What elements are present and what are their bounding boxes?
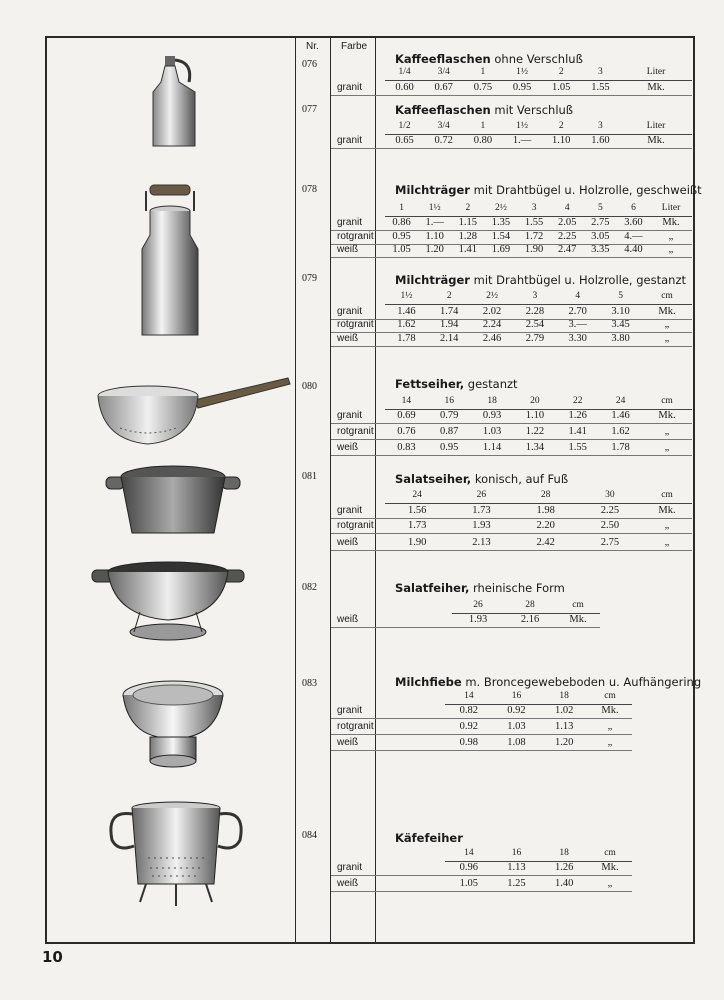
fat-strainer-icon xyxy=(90,372,292,448)
column-divider-farbe xyxy=(330,36,331,944)
size-label: 4 xyxy=(575,291,581,301)
price-value: Mk. xyxy=(658,505,676,516)
price-value: 1.40 xyxy=(554,878,574,889)
price-value: 0.95 xyxy=(440,442,459,453)
price-value: 0.60 xyxy=(395,82,414,93)
size-label: 14 xyxy=(401,396,412,406)
size-label: 2 xyxy=(558,67,564,77)
size-label: 1½ xyxy=(428,203,441,213)
price-value: 0.69 xyxy=(397,410,416,421)
size-label: 14 xyxy=(464,848,474,858)
color-label: weiß xyxy=(337,333,359,344)
price-value: 2.47 xyxy=(558,244,577,255)
price-value: 3.05 xyxy=(591,231,610,242)
size-label: 30 xyxy=(605,490,615,500)
item-description: mit Drahtbügel u. Holzrolle, geschweißt xyxy=(469,183,702,197)
price-value: 2.02 xyxy=(482,306,502,317)
price-value: 0.93 xyxy=(482,410,502,421)
price-value: 0.92 xyxy=(459,721,479,732)
price-value: 2.13 xyxy=(472,537,491,548)
price-value: 1.13 xyxy=(554,721,574,732)
price-value: 1.46 xyxy=(397,306,416,317)
color-label: rotgranit xyxy=(337,231,374,242)
price-value: 1.98 xyxy=(536,505,555,516)
size-label: 28 xyxy=(525,600,535,610)
size-label: 4 xyxy=(564,203,570,213)
item-title xyxy=(395,472,568,486)
price-row-line xyxy=(445,891,632,892)
price-row-line xyxy=(445,875,632,876)
price-value: 1.62 xyxy=(397,319,416,330)
price-value: 0.82 xyxy=(459,705,479,716)
price-value: Mk. xyxy=(658,306,676,317)
price-value: „ xyxy=(664,520,670,531)
item-name: Milchträger xyxy=(395,273,470,287)
price-value: 1.10 xyxy=(552,135,571,146)
header-farbe: Farbe xyxy=(341,41,368,52)
price-value: 2.16 xyxy=(520,614,540,625)
price-value: 1.20 xyxy=(425,244,444,255)
price-value: „ xyxy=(607,721,613,732)
size-label: 1 xyxy=(480,121,486,131)
size-label: cm xyxy=(661,291,673,301)
price-value: 1.10 xyxy=(525,410,545,421)
item-number: 082 xyxy=(302,582,317,593)
color-row-line xyxy=(331,455,385,456)
item-title xyxy=(395,52,583,66)
item-description: ohne Verschluß xyxy=(490,52,583,66)
price-value: 1.78 xyxy=(397,333,416,344)
price-value: 4.40 xyxy=(624,244,643,255)
price-value: 1.03 xyxy=(507,721,526,732)
price-value: Mk. xyxy=(569,614,587,625)
salad-strainer-rhenish-icon xyxy=(90,560,246,642)
price-value: 0.86 xyxy=(392,217,411,228)
size-label: 3 xyxy=(531,203,537,213)
color-row-line xyxy=(331,627,452,628)
item-title xyxy=(395,377,518,391)
price-value: 2.50 xyxy=(600,520,620,531)
price-value: 0.98 xyxy=(459,737,479,748)
price-row-line xyxy=(385,455,692,456)
price-value: 4.— xyxy=(624,231,643,242)
size-label: cm xyxy=(661,490,673,500)
color-row-line xyxy=(331,346,385,347)
color-label: granit xyxy=(337,135,363,146)
price-value: „ xyxy=(664,333,670,344)
price-value: 0.87 xyxy=(440,426,459,437)
price-row-line xyxy=(445,734,632,735)
price-value: 1.35 xyxy=(491,217,511,228)
price-value: 0.96 xyxy=(459,862,479,873)
price-value: 1.54 xyxy=(491,231,511,242)
size-label: 1 xyxy=(480,67,486,77)
price-row-line xyxy=(385,346,692,347)
price-value: 1.90 xyxy=(407,537,427,548)
item-name: Salatseiher, xyxy=(395,472,472,486)
color-label: weiß xyxy=(337,737,359,748)
price-value: 2.70 xyxy=(568,306,587,317)
size-label: cm xyxy=(604,691,616,701)
price-value: 1.26 xyxy=(568,410,587,421)
size-label: Liter xyxy=(661,203,681,213)
price-value: 0.79 xyxy=(440,410,459,421)
salad-strainer-conical-icon xyxy=(104,463,242,539)
price-value: 1.14 xyxy=(482,442,502,453)
price-value: „ xyxy=(664,319,670,330)
price-value: 1.55 xyxy=(524,217,544,228)
price-value: „ xyxy=(607,737,613,748)
price-row-line xyxy=(385,148,692,149)
size-header-line xyxy=(385,80,692,81)
price-value: 0.72 xyxy=(434,135,453,146)
color-row-line xyxy=(331,439,385,440)
size-label: 1/4 xyxy=(398,67,411,77)
color-label: granit xyxy=(337,505,363,516)
item-name: Kaffeeflaschen xyxy=(395,52,491,66)
price-value: Mk. xyxy=(601,705,619,716)
size-label: 2½ xyxy=(486,291,498,301)
color-label: weiß xyxy=(337,614,359,625)
item-number: 076 xyxy=(302,59,317,70)
price-value: „ xyxy=(664,442,670,453)
size-label: 16 xyxy=(511,691,522,701)
item-name: Salatfeiher, xyxy=(395,581,470,595)
price-value: 1.25 xyxy=(507,878,526,889)
price-value: 1.78 xyxy=(611,442,630,453)
color-row-line xyxy=(331,718,445,719)
size-label: 3 xyxy=(598,67,603,77)
price-row-line xyxy=(445,750,632,751)
color-row-line xyxy=(331,891,445,892)
item-title xyxy=(395,183,702,197)
size-label: 24 xyxy=(412,490,422,500)
price-value: 1.56 xyxy=(407,505,427,516)
color-row-line xyxy=(331,257,385,258)
price-row-line xyxy=(445,718,632,719)
size-label: cm xyxy=(604,848,616,858)
color-label: granit xyxy=(337,410,363,421)
size-header-line xyxy=(385,503,692,504)
item-number: 079 xyxy=(302,273,317,284)
price-value: 3.60 xyxy=(624,217,643,228)
color-label: rotgranit xyxy=(337,426,374,437)
item-description: gestanzt xyxy=(464,377,518,391)
size-label: cm xyxy=(572,600,584,610)
item-number: 080 xyxy=(302,381,317,392)
price-value: 1.26 xyxy=(554,862,574,873)
size-label: 18 xyxy=(559,848,569,858)
color-label: weiß xyxy=(337,442,359,453)
size-label: 5 xyxy=(618,291,623,301)
item-name: Fettseiher, xyxy=(395,377,465,391)
color-row-line xyxy=(331,875,445,876)
column-divider-table xyxy=(375,36,376,944)
price-row-line xyxy=(385,533,692,534)
price-value: Mk. xyxy=(662,217,680,228)
price-value: 1.22 xyxy=(525,426,545,437)
price-row-line xyxy=(385,423,692,424)
size-label: 1/2 xyxy=(398,121,411,131)
size-label: 3/4 xyxy=(437,121,450,131)
size-label: 22 xyxy=(572,396,583,406)
price-value: 3.35 xyxy=(591,244,610,255)
price-value: 1.55 xyxy=(568,442,587,453)
size-header-line xyxy=(385,304,692,305)
price-value: 1.20 xyxy=(554,737,574,748)
price-value: 1.93 xyxy=(468,614,488,625)
size-label: 3/4 xyxy=(437,67,450,77)
color-label: weiß xyxy=(337,244,359,255)
item-number: 083 xyxy=(302,678,317,689)
coffee-bottle-icon xyxy=(145,52,205,152)
price-row-line xyxy=(385,439,692,440)
color-label: granit xyxy=(337,306,363,317)
item-title xyxy=(395,831,463,845)
item-name: Kaffeeflaschen xyxy=(395,103,491,117)
price-value: „ xyxy=(664,537,670,548)
size-label: 14 xyxy=(464,691,474,701)
price-value: 1.62 xyxy=(611,426,630,437)
price-value: 1.90 xyxy=(524,244,544,255)
page-number: 10 xyxy=(42,948,63,966)
size-label: 2 xyxy=(558,121,564,131)
size-label: 26 xyxy=(473,600,483,610)
price-value: 0.83 xyxy=(397,442,416,453)
color-label: weiß xyxy=(337,537,359,548)
column-divider-nr xyxy=(295,36,296,944)
color-row-line xyxy=(331,734,445,735)
item-number: 084 xyxy=(302,830,317,841)
color-label: granit xyxy=(337,705,363,716)
item-description: rheinische Form xyxy=(469,581,565,595)
size-label: 18 xyxy=(487,396,497,406)
color-row-line xyxy=(331,750,445,751)
price-value: 1.03 xyxy=(482,426,502,437)
price-value: 1.93 xyxy=(472,520,491,531)
price-value: 1.55 xyxy=(591,82,610,93)
item-number: 078 xyxy=(302,184,317,195)
item-description: mit Drahtbügel u. Holzrolle, gestanzt xyxy=(469,273,686,287)
size-label: 5 xyxy=(597,203,603,213)
size-label: 24 xyxy=(615,396,626,406)
price-value: 1.05 xyxy=(392,244,411,255)
color-row-line xyxy=(331,550,385,551)
price-value: Mk. xyxy=(601,862,619,873)
color-row-line xyxy=(331,148,385,149)
item-description: konisch, auf Fuß xyxy=(471,472,569,486)
price-value: 1.13 xyxy=(507,862,526,873)
price-value: 1.10 xyxy=(425,231,444,242)
header-nr: Nr. xyxy=(306,41,319,52)
price-value: 3.80 xyxy=(611,333,630,344)
price-value: 0.80 xyxy=(473,135,493,146)
price-value: 2.14 xyxy=(440,333,459,344)
price-value: 1.74 xyxy=(440,306,459,317)
size-label: 1 xyxy=(399,203,404,213)
price-value: 3.— xyxy=(568,319,587,330)
size-label: 28 xyxy=(540,490,551,500)
size-label: 26 xyxy=(476,490,487,500)
size-label: Liter xyxy=(646,67,666,77)
price-value: 1.— xyxy=(512,135,532,146)
price-value: 0.76 xyxy=(397,426,416,437)
size-label: 1½ xyxy=(516,67,529,77)
color-row-line xyxy=(331,95,385,96)
size-label: 2 xyxy=(446,291,452,301)
price-value: 2.24 xyxy=(482,319,502,330)
price-value: 1.72 xyxy=(524,231,544,242)
price-value: 2.79 xyxy=(525,333,545,344)
color-label: rotgranit xyxy=(337,520,374,531)
price-value: „ xyxy=(664,426,670,437)
color-label: rotgranit xyxy=(337,319,374,330)
milk-can-icon xyxy=(138,183,202,339)
price-value: 0.95 xyxy=(392,231,411,242)
size-label: 16 xyxy=(444,396,454,406)
item-name: Käfefeiher xyxy=(395,831,463,845)
size-label: 2 xyxy=(465,203,471,213)
price-value: 1.69 xyxy=(491,244,511,255)
color-label: granit xyxy=(337,862,363,873)
price-value: 2.25 xyxy=(558,231,577,242)
price-value: 1.73 xyxy=(472,505,491,516)
price-value: „ xyxy=(607,878,613,889)
item-title xyxy=(395,675,701,689)
size-label: cm xyxy=(661,396,673,406)
price-value: Mk. xyxy=(647,82,665,93)
cheese-strainer-icon xyxy=(106,800,246,910)
price-row-line xyxy=(452,627,600,628)
price-row-line xyxy=(385,95,692,96)
price-value: 1.— xyxy=(425,217,444,228)
price-value: 1.28 xyxy=(458,231,477,242)
color-label: granit xyxy=(337,82,363,93)
color-label: weiß xyxy=(337,878,359,889)
price-row-line xyxy=(385,257,692,258)
price-value: 3.10 xyxy=(611,306,630,317)
item-title xyxy=(395,273,686,287)
price-value: 1.02 xyxy=(554,705,574,716)
item-description: mit Verschluß xyxy=(490,103,574,117)
price-value: 2.25 xyxy=(600,505,620,516)
item-title xyxy=(395,103,573,117)
price-value: Mk. xyxy=(658,410,676,421)
price-value: 2.75 xyxy=(591,217,610,228)
price-value: 1.41 xyxy=(568,426,587,437)
size-label: 6 xyxy=(631,203,636,213)
price-value: 1.46 xyxy=(611,410,630,421)
price-value: 2.42 xyxy=(536,537,555,548)
size-label: 2½ xyxy=(495,203,507,213)
price-value: 1.15 xyxy=(458,217,477,228)
size-label: 1½ xyxy=(516,121,529,131)
price-row-line xyxy=(385,550,692,551)
item-name: Milchträger xyxy=(395,183,470,197)
price-value: „ xyxy=(668,231,674,242)
size-label: 18 xyxy=(559,691,569,701)
price-value: 3.30 xyxy=(568,333,587,344)
size-label: 20 xyxy=(530,396,540,406)
price-value: 1.05 xyxy=(552,82,571,93)
milk-sieve-icon xyxy=(120,675,226,771)
item-description: m. Broncegewebeboden u. Aufhängering xyxy=(461,675,702,689)
item-number: 077 xyxy=(302,104,317,115)
price-value: 0.67 xyxy=(434,82,453,93)
price-value: 3.45 xyxy=(611,319,630,330)
price-row-line xyxy=(385,518,692,519)
price-value: 0.95 xyxy=(512,82,532,93)
item-name: Milchfiebe xyxy=(395,675,462,689)
color-label: granit xyxy=(337,217,363,228)
price-value: 1.08 xyxy=(507,737,526,748)
price-value: 1.60 xyxy=(591,135,610,146)
color-label: rotgranit xyxy=(337,721,374,732)
size-label: 3 xyxy=(598,121,603,131)
price-value: 2.75 xyxy=(600,537,620,548)
price-value: 0.92 xyxy=(507,705,526,716)
size-label: 16 xyxy=(511,848,522,858)
price-value: 1.05 xyxy=(459,878,479,889)
item-title xyxy=(395,581,565,595)
size-label: 3 xyxy=(532,291,538,301)
color-row-line xyxy=(331,423,385,424)
price-value: Mk. xyxy=(647,135,665,146)
price-value: 2.46 xyxy=(482,333,502,344)
color-row-line xyxy=(331,518,385,519)
price-value: 2.20 xyxy=(536,520,555,531)
price-value: „ xyxy=(668,244,674,255)
color-row-line xyxy=(331,533,385,534)
price-value: 0.75 xyxy=(473,82,493,93)
price-value: 1.34 xyxy=(525,442,545,453)
item-number: 081 xyxy=(302,471,317,482)
price-value: 2.05 xyxy=(558,217,577,228)
size-label: Liter xyxy=(646,121,666,131)
price-value: 2.28 xyxy=(525,306,545,317)
price-value: 1.73 xyxy=(407,520,427,531)
price-value: 1.94 xyxy=(440,319,459,330)
price-value: 0.65 xyxy=(395,135,414,146)
price-value: 1.41 xyxy=(458,244,477,255)
size-label: 1½ xyxy=(400,291,413,301)
price-value: 2.54 xyxy=(525,319,545,330)
